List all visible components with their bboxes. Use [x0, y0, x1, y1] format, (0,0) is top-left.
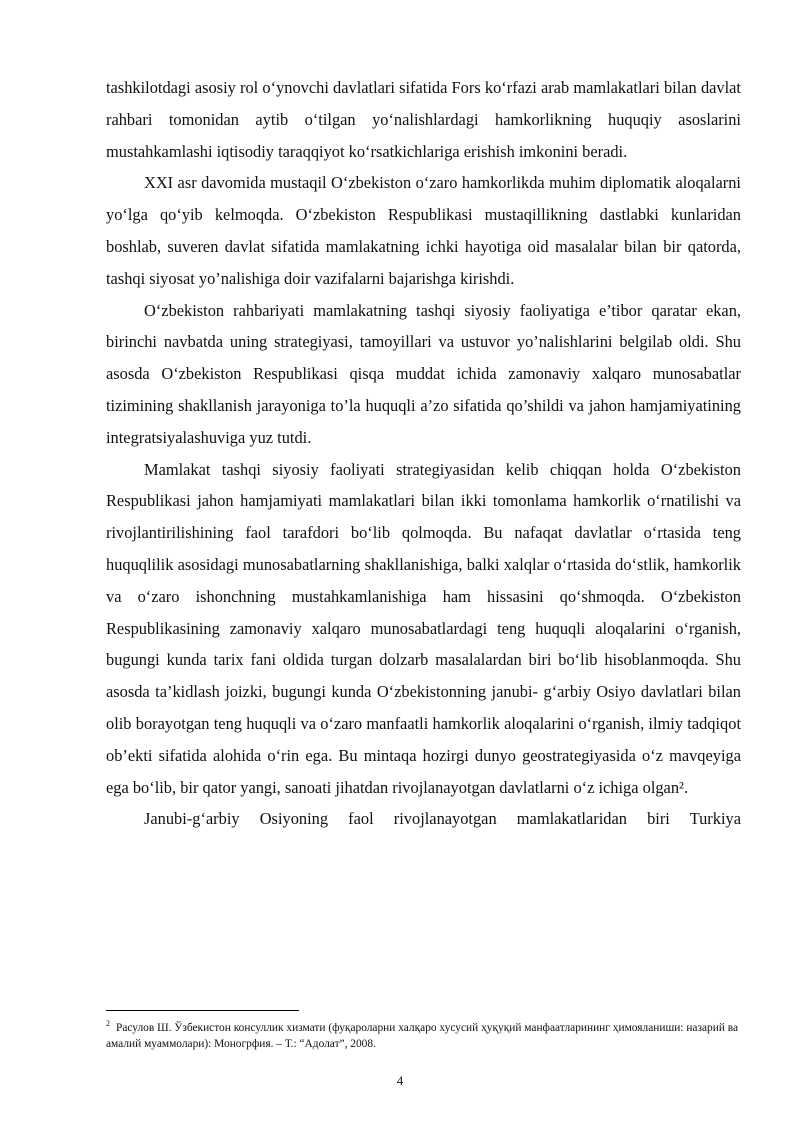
- footnote-marker: 2: [106, 1019, 110, 1028]
- paragraph-3: Oʻzbekiston rahbariyati mamlakatning tashqi siyosiy faoliyatiga e’tibor qaratar ekan, birinchi navbatda uning strategiyasi, tamoyillari va ustuvor yo’nalishlarini belgilab oldi. Shu asosda Oʻzbekiston Respublikasi qisqa muddat ichida zamonaviy xalqaro munosabatlar tizimining shakllanish jarayoniga to’la huquqli a’zo sifatida qo’shildi va jahon hamjamiyatining integratsiyalashuviga yuz tutdi.: [106, 300, 741, 447]
- document-body: [106, 72, 741, 835]
- footnote-separator: [106, 1010, 299, 1011]
- paragraph-2: XXI asr davomida mustaqil Oʻzbekiston oʻzaro hamkorlikda muhim diplomatik aloqalarni yoʻlga qoʻyib kelmoqda. Oʻzbekiston Respublikasi mustaqillikning dastlabki kunlaridan boshlab, suveren davlat sifatida mamlakatning ichki hayotiga oid masalalar bilan bir qatorda, tashqi siyosat yo’nalishiga doir vazifalarni bajarishga kirishdi.: [106, 173, 741, 288]
- paragraph-1: tashkilotdagi asosiy rol oʻynovchi davlatlari sifatida Fors koʻrfazi arab mamlakatlari bilan davlat rahbari tomonidan aytib oʻtilgan yoʻnalishlardagi hamkorlikning huquqiy asoslarini mustahkamlashi iqtisodiy taraqqiyot koʻrsatkichlariga erishish imkonini beradi.: [106, 78, 741, 161]
- footnote-text: Расулов Ш. Ўзбекистон консуллик хизмати (фуқароларни халқаро хусусий ҳуқуқий манфаатларининг ҳимояланиши: назарий ва амалий муаммолари): Моногрфия. – Т.: “Адолат”, 2008.: [106, 1021, 739, 1050]
- paragraph-4: Mamlakat tashqi siyosiy faoliyati strategiyasidan kelib chiqqan holda Oʻzbekiston Respublikasi jahon hamjamiyati mamlakatlari bilan ikki tomonlama hamkorlik oʻrnatilishi va rivojlantirilishining faol tarafdori boʻlib qolmoqda. Bu nafaqat davlatlar oʻrtasida teng huquqlilik asosidagi munosabatlarning shakllanishiga, balki xalqlar oʻrtasida doʻstlik, hamkorlik va oʻzaro ishonchning mustahkamlanishiga ham hissasini qoʻshmoqda. Oʻzbekiston Respublikasining zamonaviy xalqaro munosabatlardagi teng huquqli aloqalarini oʻrganish, bugungi kunda tarix fani oldida turgan dolzarb masalalardan biri boʻlib hisoblanmoqda. Shu asosda ta’kidlash joizki, bugungi kunda Oʻzbekistonning janubi- gʻarbiy Osiyo davlatlari bilan olib borayotgan teng huquqli va oʻzaro manfaatli hamkorlik aloqalarini oʻrganish, ilmiy tadqiqot ob’ekti sifatida alohida oʻrin ega. Bu mintaqa hozirgi dunyo geostrategiyasida oʻz mavqeyiga ega boʻlib, bir qator yangi, sanoati jihatdan rivojlanayotgan davlatlarni oʻz ichiga olgan².: [106, 459, 741, 797]
- page-number: 4: [396, 1073, 404, 1088]
- paragraph-5: Janubi-gʻarbiy Osiyoning faol rivojlanayotgan mamlakatlaridan biri Turkiya: [144, 809, 741, 829]
- footnote: [106, 1016, 741, 1052]
